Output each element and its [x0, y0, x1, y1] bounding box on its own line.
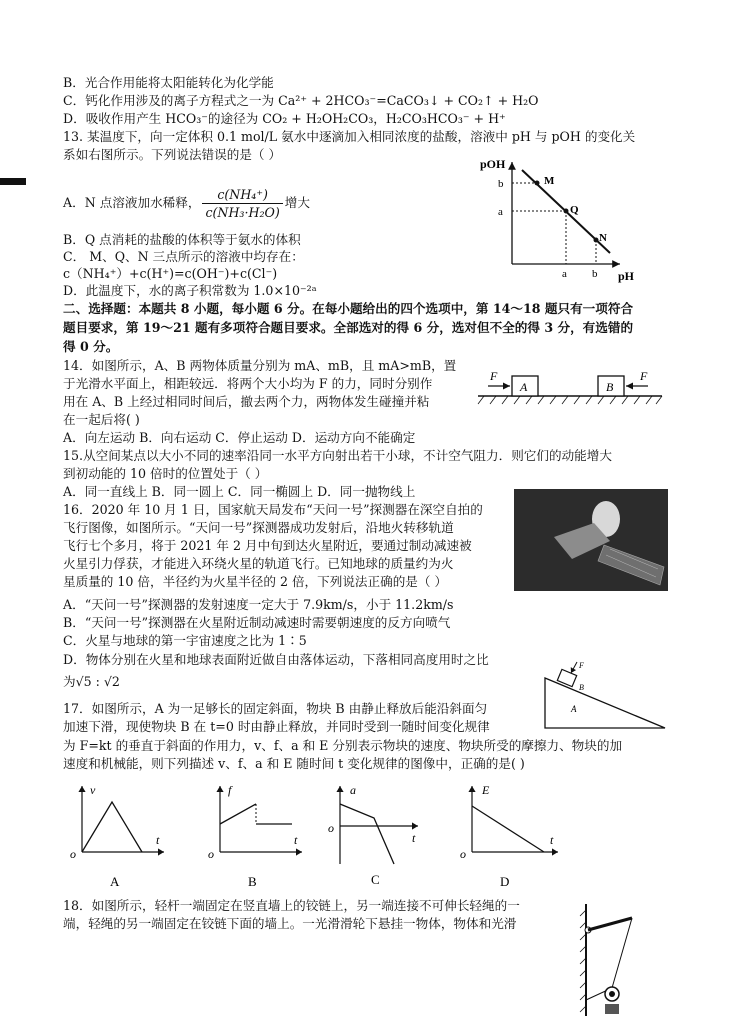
q17-answer-graphs: [60, 780, 580, 892]
incline-force-label: F: [579, 661, 584, 670]
q14-stem-line4: 在一起后将( ): [63, 412, 140, 427]
graph-d-origin: o: [460, 847, 466, 861]
m-label: M: [544, 175, 555, 187]
q17-stem-line3: 为 F=kt 的垂直于斜面的作用力，v、f、a 和 E 分别表示物块的速度、物块所受的摩擦力、物块的加: [63, 738, 623, 753]
q13-option-c-equation: c（NH₄⁺）+c(H⁺)=c(OH⁻)+c(Cl⁻): [63, 266, 278, 281]
q16-stem-line5: 星质量的 10 倍，半径约为火星半径的 2 倍，下列说法正确的是（ ）: [63, 574, 448, 589]
q13-option-d: D．此温度下，水的离子积常数为 1.0×10⁻²ᵃ: [63, 283, 317, 298]
graph-c-caption: C: [371, 872, 380, 887]
q15-stem-line1: 15.从空间某点以大小不同的速率沿同一水平方向射出若干小球，不计空气阻力．则它们的动能增大: [63, 448, 612, 463]
q13-stem-line1: 13. 某温度下，向一定体积 0.1 mol/L 氨水中逐滴加入相同浓度的盐酸，溶液中 pH 与 pOH 的变化关: [63, 129, 636, 144]
graph-c-x-label: t: [412, 831, 416, 845]
graph-b-origin: o: [208, 847, 214, 861]
graph-a-origin: o: [70, 847, 76, 861]
graph-d-y-label: E: [482, 783, 490, 797]
graph-a-caption: A: [110, 874, 120, 889]
q16-stem-line1: 16．2020 年 10 月 1 日，国家航天局发布“天问一号”探测器在深空自拍的: [63, 502, 483, 517]
q13-option-a: [63, 186, 310, 221]
pulley-axle: [609, 991, 615, 997]
q14-stem-line3: 用在 A、B 上经过相同时间后，撤去两个力，两物体发生碰撞并粘: [63, 394, 430, 409]
graph-d-x-label: t: [550, 833, 554, 847]
graph-c-y-label: a: [350, 783, 356, 797]
q13-option-c: C． M、Q、N 三点所示的溶液中均存在：: [63, 249, 304, 264]
n-label: N: [599, 232, 607, 244]
section2-heading-line2: 题目要求，第 19～21 题有多项符合题目要求。全部选对的得 6 分，选对但不全的得 3 分，有选错的: [63, 320, 634, 335]
option-c-calcification: C．钙化作用涉及的离子方程式之一为 Ca²⁺ + 2HCO₃⁻=CaCO₃↓ + CO₂↑ + H₂O: [63, 93, 539, 108]
fraction-denominator: c(NH₃·H₂O): [205, 205, 280, 220]
q16-option-c: C．火星与地球的第一宇宙速度之比为 1∶5: [63, 633, 307, 648]
section2-heading-line3: 得 0 分。: [63, 339, 119, 354]
probe-photo-art: [514, 489, 668, 591]
a-tick-label: a: [498, 206, 503, 218]
point-q: [564, 209, 569, 214]
option-d-absorption: D．吸收作用产生 HCO₃⁻的途径为 CO₂ + H₂OH₂CO₃，H₂CO₃HCO₃⁻ + H⁺: [63, 111, 506, 126]
option-b-photosynthesis: B．光合作用能将太阳能转化为化学能: [63, 75, 274, 90]
graph-b-y-label: f: [228, 783, 232, 797]
q15-stem-line2: 到初动能的 10 倍时的位置处于（ ）: [63, 466, 268, 481]
section2-heading-line1: 二、选择题：本题共 8 小题，每小题 6 分。在每小题给出的四个选项中，第 14～18 题只有一项符合: [63, 301, 634, 316]
b-x-tick-label: b: [592, 268, 598, 280]
rope-right: [612, 918, 632, 988]
graph-b-x-label: t: [294, 833, 298, 847]
q16-option-d-line1: D．物体分别在火星和地球表面附近做自由落体运动，下落相同高度用时之比: [63, 652, 489, 667]
force-label-left: F: [490, 369, 498, 383]
graph-a-velocity: [70, 783, 164, 889]
ph-poh-graph: [470, 150, 640, 285]
graph-c-acceleration: [328, 783, 418, 887]
ground-hatching: [478, 396, 662, 404]
incline-block-label: B: [579, 683, 584, 692]
b-tick-label: b: [498, 178, 504, 190]
q14-stem-line2: 于光滑水平面上，相距较远．将两个大小均为 F 的力，同时分别作: [63, 376, 433, 391]
q18-stem-line1: 18．如图所示，轻杆一端固定在竖直墙上的铰链上，另一端连接不可伸长轻绳的一: [63, 898, 520, 913]
q16-stem-line3: 飞行七个多月，将于 2021 年 2 月中旬到达火星附近，要通过制动减速被: [63, 538, 472, 553]
ph-label: pH: [618, 269, 635, 283]
point-n: [594, 238, 599, 243]
poh-label: pOH: [480, 157, 506, 171]
q16-option-a: A．“天问一号”探测器的发射速度一定大于 7.9km/s，小于 11.2km/s: [63, 597, 454, 612]
q-label: Q: [570, 204, 579, 216]
graph-a-x-label: t: [156, 833, 160, 847]
a-x-tick-label: a: [562, 268, 567, 280]
q17-stem-line2: 加速下滑，现使物块 B 在 t=0 时由静止释放，并同时受到一随时间变化规律: [63, 719, 490, 734]
q13-stem-line2: 系如右图所示。下列说法错误的是（ ）: [63, 147, 282, 162]
q17-stem-line4: 速度和机械能，则下列描述 v、f、a 和 E 随时间 t 变化规律的图像中，正确的是( ): [63, 756, 525, 771]
q14-options: A．向左运动 B．向右运动 C．停止运动 D．运动方向不能确定: [63, 430, 416, 445]
block-a-label: A: [520, 380, 528, 394]
hanging-object: [605, 1004, 619, 1014]
q13-option-b: B．Q 点消耗的盐酸的体积等于氨水的体积: [63, 232, 301, 247]
q16-stem-line4: 火星引力俘获，才能进入环绕火星的轨道飞行。已知地球的质量约为火: [63, 556, 454, 571]
incline-a: [545, 678, 665, 728]
q13-option-a-text: A．N 点溶液加水稀释，: [63, 195, 201, 210]
point-m: [535, 181, 540, 186]
force-label-right: F: [640, 369, 648, 383]
fraction-numerator: c(NH₄⁺): [202, 186, 282, 204]
graph-b-friction: [208, 783, 302, 889]
q14-stem-line1: 14．如图所示，A、B 两物体质量分别为 mA、mB，且 mA>mB，置: [63, 358, 457, 373]
q16-option-b: B．“天问一号”探测器在火星附近制动减速时需要朝速度的反方向喷气: [63, 615, 451, 630]
q16-stem-line2: 飞行图像，如图所示。“天问一号”探测器成功发射后，沿地火转移轨道: [63, 520, 454, 535]
two-blocks-figure: [476, 366, 666, 414]
q18-stem-line2: 端，轻绳的另一端固定在铰链下面的墙上。一光滑滑轮下悬挂一物体，物体和光滑: [63, 916, 517, 931]
q17-stem-line1: 17．如图所示，A 为一足够长的固定斜面，物块 B 由静止释放后能沿斜面匀: [63, 701, 488, 716]
graph-d-caption: D: [500, 874, 510, 889]
block-b-label: B: [606, 380, 614, 394]
incline-figure: [543, 660, 668, 730]
q13-option-a-tail: 增大: [284, 195, 310, 210]
graph-c-origin: o: [328, 821, 334, 835]
q15-options: A．同一直线上 B．同一圆上 C．同一椭圆上 D．同一抛物线上: [63, 484, 416, 499]
q16-option-d-line2: 为√5 : √2: [63, 674, 120, 689]
graph-b-caption: B: [248, 874, 257, 889]
tianwen-probe-photo: [514, 489, 668, 591]
graph-a-y-label: v: [90, 783, 96, 797]
incline-label: A: [571, 704, 577, 714]
light-rod: [588, 918, 632, 930]
graph-d-energy: [460, 783, 558, 889]
force-f-arrow: [571, 662, 577, 673]
margin-tab-mark: [0, 178, 26, 185]
rod-pulley-figure: [572, 900, 652, 1018]
ratio-fraction: [202, 186, 282, 221]
